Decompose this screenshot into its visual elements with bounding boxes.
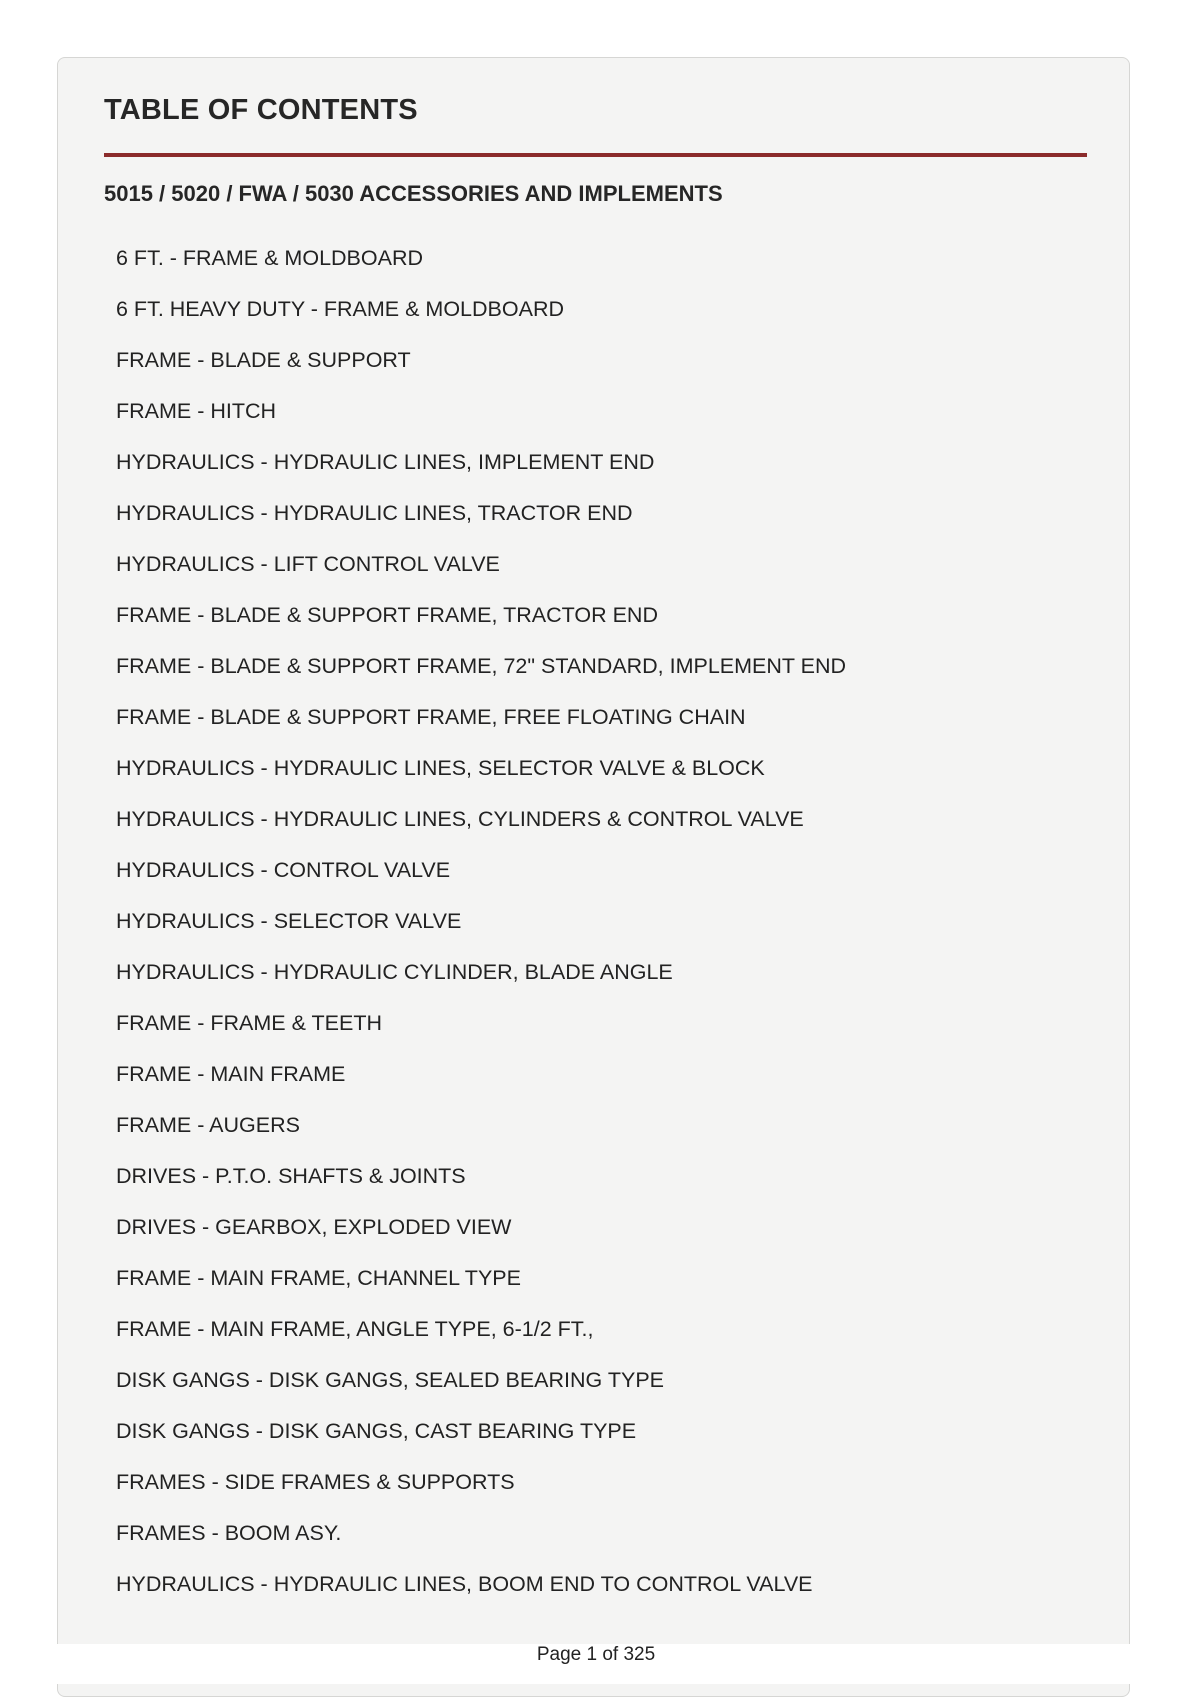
toc-entry[interactable]: FRAME - FRAME & TEETH bbox=[116, 1011, 382, 1035]
toc-entry[interactable]: HYDRAULICS - HYDRAULIC CYLINDER, BLADE ANGLE bbox=[116, 960, 673, 984]
toc-entry[interactable]: FRAME - AUGERS bbox=[116, 1113, 300, 1137]
toc-entry[interactable]: DRIVES - P.T.O. SHAFTS & JOINTS bbox=[116, 1164, 466, 1188]
toc-entry[interactable]: HYDRAULICS - HYDRAULIC LINES, TRACTOR END bbox=[116, 501, 633, 525]
toc-entry[interactable]: FRAMES - SIDE FRAMES & SUPPORTS bbox=[116, 1470, 515, 1494]
toc-entry[interactable]: HYDRAULICS - HYDRAULIC LINES, SELECTOR VALVE & BLOCK bbox=[116, 756, 765, 780]
toc-entry[interactable]: FRAME - MAIN FRAME, ANGLE TYPE, 6-1/2 FT., bbox=[116, 1317, 594, 1341]
toc-entry[interactable]: DISK GANGS - DISK GANGS, SEALED BEARING TYPE bbox=[116, 1368, 664, 1392]
title-divider bbox=[104, 153, 1087, 157]
toc-entry[interactable]: HYDRAULICS - HYDRAULIC LINES, BOOM END TO CONTROL VALVE bbox=[116, 1572, 813, 1596]
section-heading: 5015 / 5020 / FWA / 5030 ACCESSORIES AND IMPLEMENTS bbox=[104, 181, 723, 206]
toc-entry[interactable]: FRAME - BLADE & SUPPORT bbox=[116, 348, 411, 372]
toc-entry[interactable]: FRAME - HITCH bbox=[116, 399, 277, 423]
toc-entry[interactable]: HYDRAULICS - SELECTOR VALVE bbox=[116, 909, 462, 933]
toc-entry[interactable]: FRAMES - BOOM ASY. bbox=[116, 1521, 342, 1545]
toc-entry[interactable]: FRAME - BLADE & SUPPORT FRAME, 72" STANDARD, IMPLEMENT END bbox=[116, 654, 847, 678]
page-title: TABLE OF CONTENTS bbox=[104, 94, 418, 126]
toc-entry[interactable]: FRAME - BLADE & SUPPORT FRAME, TRACTOR END bbox=[116, 603, 658, 627]
toc-entry[interactable]: HYDRAULICS - HYDRAULIC LINES, CYLINDERS & CONTROL VALVE bbox=[116, 807, 804, 831]
toc-entry[interactable]: 6 FT. HEAVY DUTY - FRAME & MOLDBOARD bbox=[116, 297, 564, 321]
toc-entry[interactable]: DRIVES - GEARBOX, EXPLODED VIEW bbox=[116, 1215, 512, 1239]
toc-entry[interactable]: DISK GANGS - DISK GANGS, CAST BEARING TYPE bbox=[116, 1419, 637, 1443]
toc-list bbox=[116, 246, 846, 1623]
toc-entry[interactable]: HYDRAULICS - CONTROL VALVE bbox=[116, 858, 451, 882]
toc-entry[interactable]: HYDRAULICS - HYDRAULIC LINES, IMPLEMENT END bbox=[116, 450, 655, 474]
toc-panel bbox=[57, 57, 1130, 1697]
page-number: Page 1 of 325 bbox=[0, 1644, 1192, 1684]
toc-entry[interactable]: 6 FT. - FRAME & MOLDBOARD bbox=[116, 246, 424, 270]
toc-entry[interactable]: FRAME - MAIN FRAME bbox=[116, 1062, 346, 1086]
toc-entry[interactable]: HYDRAULICS - LIFT CONTROL VALVE bbox=[116, 552, 500, 576]
toc-entry[interactable]: FRAME - MAIN FRAME, CHANNEL TYPE bbox=[116, 1266, 521, 1290]
toc-entry[interactable]: FRAME - BLADE & SUPPORT FRAME, FREE FLOATING CHAIN bbox=[116, 705, 746, 729]
